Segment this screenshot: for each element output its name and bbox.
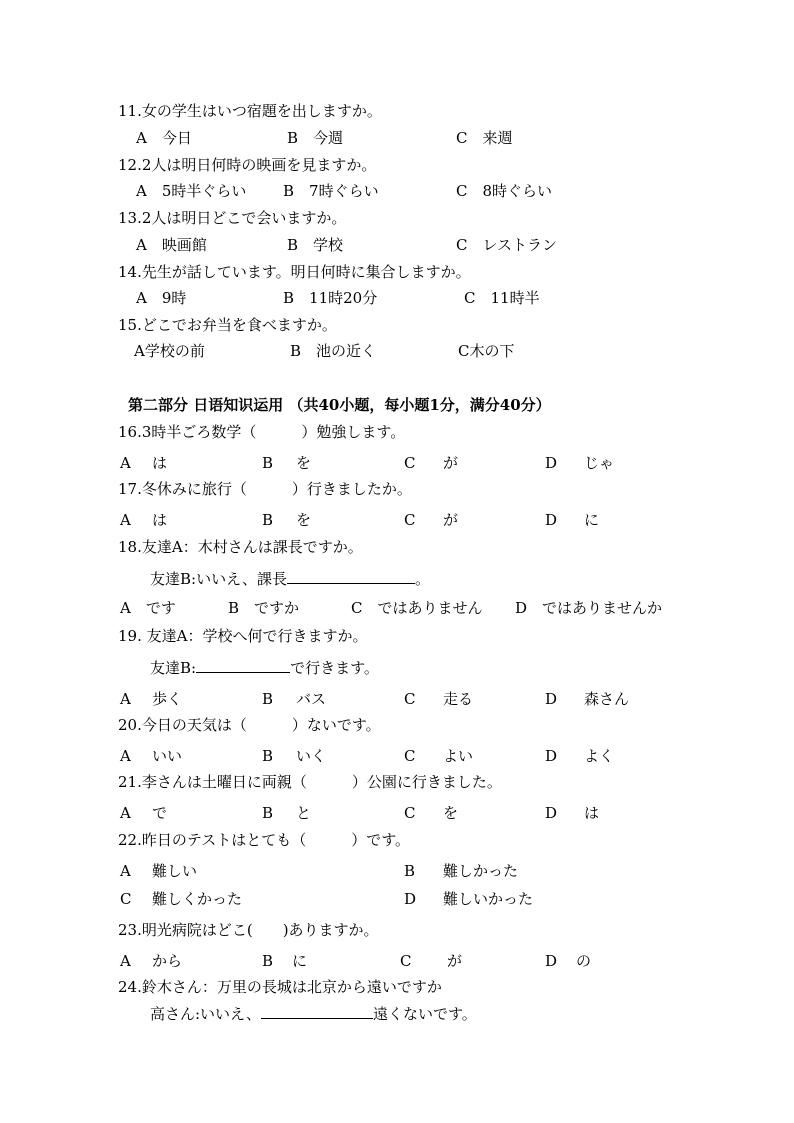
question-22: 22.昨日のテストはとても（ ）です。 [118,831,411,849]
q21-option-c: を [443,804,459,822]
q20-option-d: よく [584,747,615,765]
q20-option-b-letter: B [262,747,274,765]
q23-option-a-letter: A [120,952,131,970]
q19-option-d: 森さん [584,690,630,708]
q23-option-d: の [576,952,592,970]
q23-option-a: から [152,952,183,970]
question-13: 13.2人は明日どこで会いますか。 [118,209,347,227]
q16-option-b-letter: B [262,454,274,472]
q17-option-a-letter: A [120,511,131,529]
q17-option-a: は [152,511,168,529]
q20-option-c: よい [443,747,474,765]
q14-option-a: A 9時 [136,289,187,307]
q17-option-d-letter: D [545,511,558,529]
answer-blank [196,657,290,673]
q21-option-b: と [296,804,312,822]
q19-option-c: 走る [443,690,474,708]
q23-option-c: が [447,952,463,970]
q19-option-d-letter: D [545,690,558,708]
q22-option-b: 難しかった [443,862,519,880]
q13-option-c: C レストラン [456,236,558,254]
q23-option-b-letter: B [262,952,274,970]
question-18-text: 18.友達A：木村さんは課長ですか。 [118,538,363,556]
q22-option-a-letter: A [120,862,131,880]
q19-dialog-line [150,657,379,678]
question-20: 20.今日の天気は（ ）ないです。 [118,716,381,734]
q21-option-a-letter: A [120,804,131,822]
q22-option-a: 難しい [152,862,198,880]
answer-blank [261,1003,373,1019]
q22-option-b-letter: B [404,862,416,880]
answer-blank [287,568,415,584]
q18-dialog-suffix: 。 [414,570,430,588]
q11-option-a: A 今日 [136,129,192,147]
q16-option-a: は [152,454,168,472]
q24-dialog-prefix: 高さん:いいえ、 [150,1005,261,1023]
q22-option-d: 難しいかった [443,890,534,908]
q16-option-d: じゃ [584,454,615,472]
q15-option-a: A学校の前 [134,342,205,360]
q23-option-c-letter: C [400,952,412,970]
q16-option-b: を [296,454,312,472]
question-11: 11.女の学生はいつ宿題を出しますか。 [118,102,382,120]
q18-dialog-prefix: 友達B:いいえ、課長 [150,570,287,588]
q14-option-c: C 11時半 [464,289,540,307]
question-12: 12.2人は明日何時の映画を見ますか。 [118,156,377,174]
q12-option-a: A 5時半ぐらい [136,182,247,200]
q22-option-c-letter: C [120,890,132,908]
q14-option-b: B 11時20分 [283,289,378,307]
q17-option-c-letter: C [404,511,416,529]
q21-option-b-letter: B [262,804,274,822]
question-24: 24.鈴木さん：万里の長城は北京から遠いですか [118,978,442,996]
q17-option-b-letter: B [262,511,274,529]
q19-dialog-suffix: で行きます。 [290,659,379,677]
q13-option-a: A 映画館 [136,236,207,254]
question-16: 16.3時半ごろ数学（ ）勉強します。 [118,423,406,441]
q21-option-a: で [152,804,168,822]
q17-option-b: を [296,511,312,529]
question-17: 17.冬休みに旅行（ ）行きましたか。 [118,480,412,498]
q23-option-d-letter: D [545,952,558,970]
q19-option-a: 歩く [152,690,183,708]
q24-dialog-suffix: 遠くないです。 [372,1005,477,1023]
q19-option-b-letter: B [262,690,274,708]
question-18 [118,537,363,557]
q20-option-b: いく [296,747,327,765]
q23-option-b: に [292,952,308,970]
q16-option-c: が [443,454,459,472]
q11-option-c: C 来週 [456,129,513,147]
question-21: 21.李さんは土曜日に両親（ ）公園に行きました。 [118,773,502,791]
q19-dialog-prefix: 友達B: [150,659,197,677]
q19-option-c-letter: C [404,690,416,708]
q19-option-b: バス [296,690,327,708]
q13-option-b: B 学校 [287,236,344,254]
question-15: 15.どこでお弁当を食べますか。 [118,316,337,334]
q17-option-d: に [584,511,600,529]
q20-option-a-letter: A [120,747,131,765]
q21-option-c-letter: C [404,804,416,822]
q18-option-b: B ですか [228,599,300,617]
q12-option-c: C 8時ぐらい [456,182,553,200]
q17-option-c: が [443,511,459,529]
q22-option-c: 難しくかった [152,890,243,908]
q12-option-b: B 7時ぐらい [283,182,379,200]
q16-option-d-letter: D [545,454,558,472]
q24-dialog-line [150,1003,477,1024]
q15-option-c: C木の下 [458,342,515,360]
q18-option-d: D ではありませんか [515,599,663,617]
q16-option-a-letter: A [120,454,131,472]
q20-option-c-letter: C [404,747,416,765]
q20-option-a: いい [152,747,183,765]
section-2-heading: 第二部分 日语知识运用 （共40小题，每小题1分，满分40分） [128,396,551,414]
q20-option-d-letter: D [545,747,558,765]
q21-option-d-letter: D [545,804,558,822]
q22-option-d-letter: D [404,890,417,908]
q18-option-a: A です [120,599,176,617]
question-19: 19. 友達A：学校へ何で行きますか。 [118,627,368,645]
question-14: 14.先生が話しています。明日何時に集合しますか。 [118,263,471,281]
q18-dialog-line [150,568,430,589]
question-23: 23.明光病院はどこ( )ありますか。 [118,921,379,939]
q19-option-a-letter: A [120,690,131,708]
q16-option-c-letter: C [404,454,416,472]
q18-option-c: C ではありません [351,599,483,617]
q21-option-d: は [584,804,600,822]
q15-option-b: B 池の近く [290,342,377,360]
q11-option-b: B 今週 [287,129,344,147]
